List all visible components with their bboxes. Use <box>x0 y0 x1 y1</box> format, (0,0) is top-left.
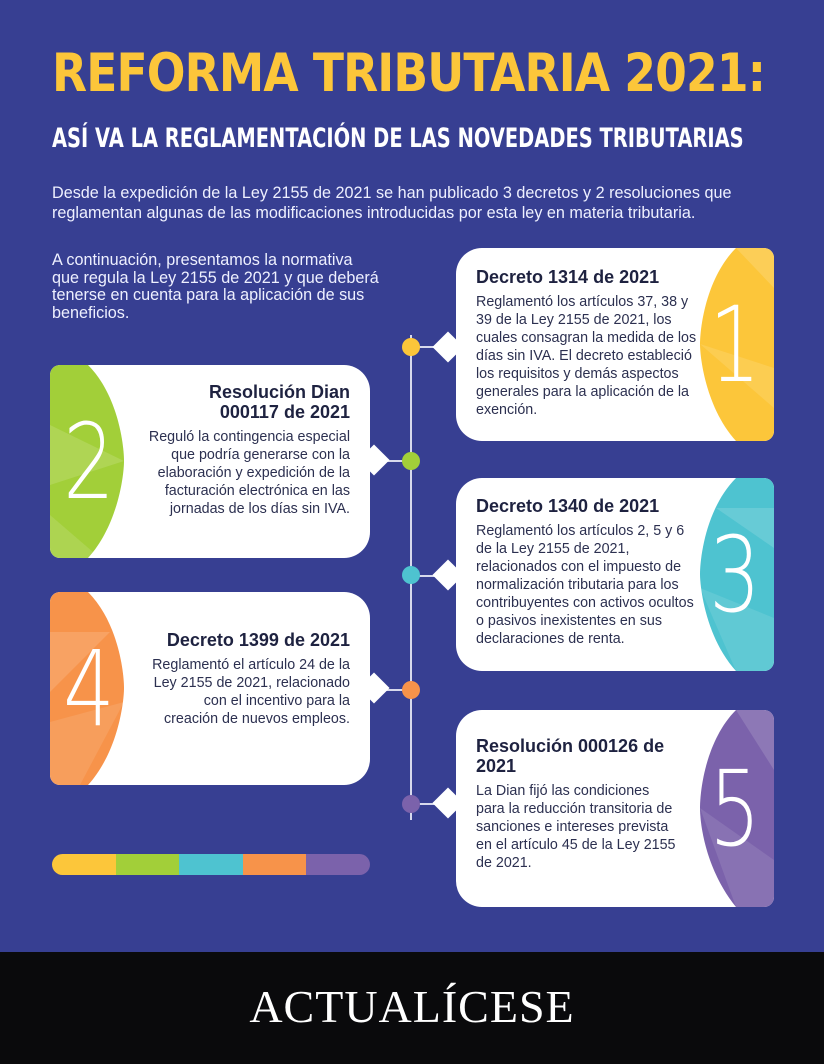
card-decreto-1399 <box>50 592 370 785</box>
timeline-dot-2 <box>402 452 420 470</box>
timeline-dot-5 <box>402 795 420 813</box>
number-badge-1 <box>696 248 774 441</box>
color-segment-orange <box>243 854 307 875</box>
card-body: Reglamentó el artículo 24 de la Ley 2155 de 2021, relacionado con el incentivo para la creación de nuevos empleos. <box>152 657 350 727</box>
number-badge-3 <box>696 478 774 671</box>
page-title: REFORMA TRIBUTARIA 2021: <box>52 43 766 104</box>
page-subtitle: ASÍ VA LA REGLAMENTACIÓN DE LAS NOVEDADES TRIBUTARIAS <box>52 123 744 154</box>
card-body: Reglamentó los artículos 37, 38 y 39 de la Ley 2155 de 2021, los cuales consagran la medida de los días sin IVA. El decreto estableció los requisitos y demás aspectos generales para la aplicación de la exención. <box>476 294 697 418</box>
color-segment-yellow <box>52 854 116 875</box>
card-decreto-1340 <box>456 478 774 671</box>
card-resolucion-000117 <box>50 365 370 558</box>
number-badge-5 <box>696 710 774 907</box>
badge-number: 3 <box>709 513 761 636</box>
badge-number: 2 <box>63 400 115 523</box>
number-badge-4 <box>50 592 128 785</box>
color-legend-bar <box>52 854 370 875</box>
number-badge-2 <box>50 365 128 558</box>
card-title: Decreto 1399 de 2021 <box>166 630 350 650</box>
card-title: Resolución 000126 de 2021 <box>476 736 665 776</box>
card-title: Decreto 1340 de 2021 <box>476 496 660 516</box>
color-segment-teal <box>179 854 243 875</box>
card-title: Resolución Dian 000117 de 2021 <box>208 382 350 422</box>
brand-logo: ACTUALÍCESE <box>249 981 575 1032</box>
timeline-dot-3 <box>402 566 420 584</box>
intro-paragraph-secondary: A continuación, presentamos la normativa que regula la Ley 2155 de 2021 y que deberá tenerse en cuenta para la aplicación de sus beneficios. <box>52 251 379 322</box>
intro-paragraph: Desde la expedición de la Ley 2155 de 2021 se han publicado 3 decretos y 2 resoluciones que reglamentan algunas de las modificaciones introducidas por esta ley en materia tributaria. <box>52 184 732 222</box>
badge-number: 1 <box>709 283 761 406</box>
card-title: Decreto 1314 de 2021 <box>476 267 660 287</box>
footer <box>0 952 824 1064</box>
timeline-dot-4 <box>402 681 420 699</box>
timeline-dot-1 <box>402 338 420 356</box>
card-body: La Dian fijó las condiciones para la reducción transitoria de sanciones e intereses prevista en el artículo 45 de la Ley 2155 de 2021. <box>476 783 676 871</box>
badge-number: 5 <box>709 747 761 870</box>
badge-number: 4 <box>63 627 115 750</box>
card-body: Reguló la contingencia especial que podría generarse con la elaboración y expedición de la facturación electrónica en las jornadas de los días sin IVA. <box>148 429 350 517</box>
color-segment-purple <box>306 854 370 875</box>
card-decreto-1314 <box>456 248 774 441</box>
card-body: Reglamentó los artículos 2, 5 y 6 de la Ley 2155 de 2021, relacionados con el impuesto de normalización tributaria para los contribuyentes con activos ocultos o pasivos inexistentes en sus declaraciones de renta. <box>476 523 694 647</box>
card-resolucion-000126 <box>456 710 774 907</box>
color-segment-green <box>116 854 180 875</box>
